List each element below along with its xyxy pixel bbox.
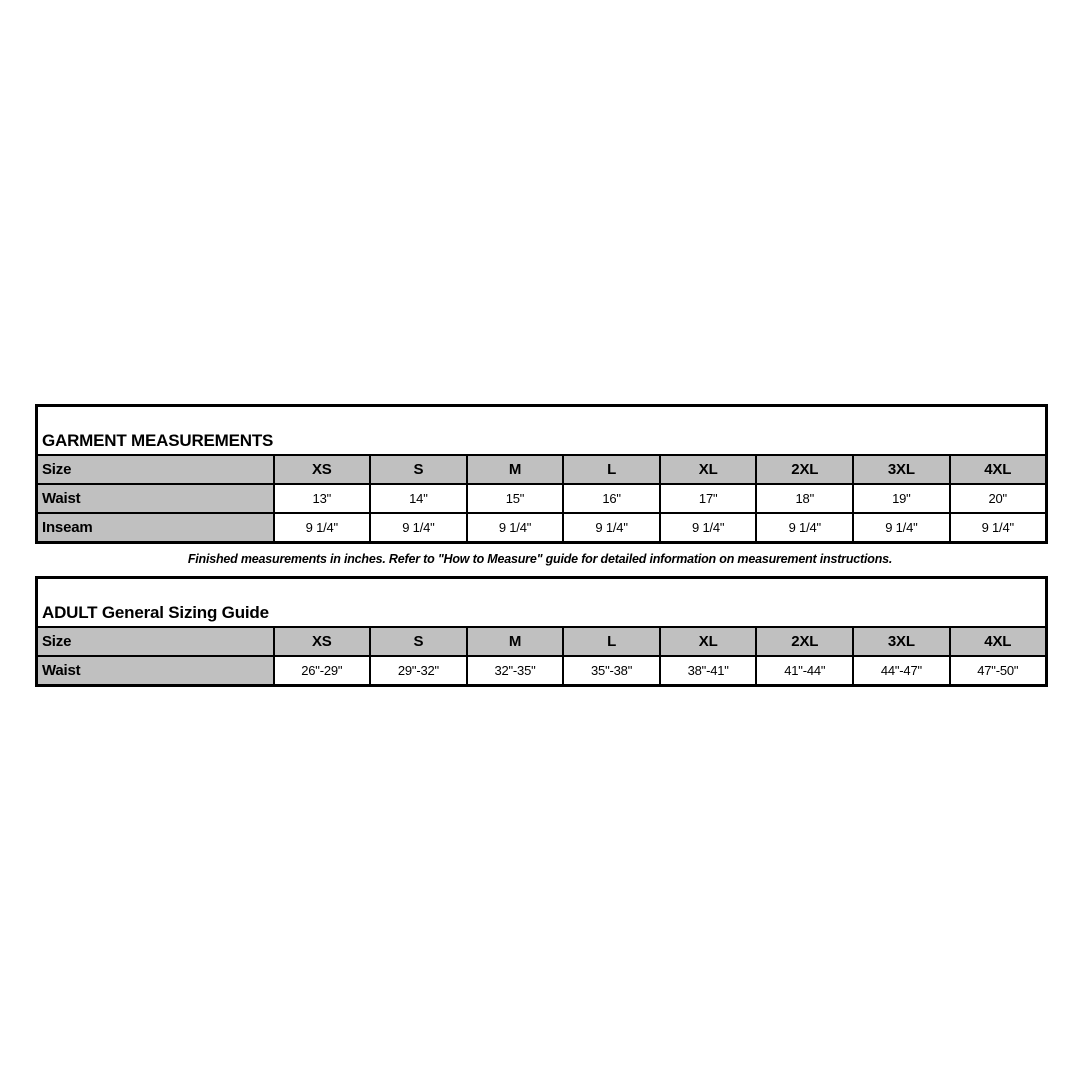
measurement-value-cell: 18" — [756, 484, 853, 513]
measurement-value-cell: 15" — [467, 484, 564, 513]
sizing-size-header-row — [37, 627, 1047, 656]
sizing-guide-content — [35, 404, 1045, 687]
measurement-footnote: Finished measurements in inches. Refer to "How to Measure" guide for detailed information on measurement instructions. — [187, 552, 893, 566]
measurement-value-cell: 16" — [563, 484, 660, 513]
size-column-header: L — [563, 455, 660, 484]
size-column-header: S — [370, 455, 467, 484]
measurement-value-cell: 44"-47" — [853, 656, 950, 686]
row-label: Waist — [37, 656, 274, 686]
measurement-value-cell: 29"-32" — [370, 656, 467, 686]
measurement-value-cell: 9 1/4" — [274, 513, 371, 543]
sizing-table-title-row — [37, 578, 1047, 628]
garment-table-title: GARMENT MEASUREMENTS — [37, 406, 1047, 456]
row-label: Waist — [37, 484, 274, 513]
table-row — [37, 484, 1047, 513]
measurement-value-cell: 9 1/4" — [467, 513, 564, 543]
measurement-value-cell: 9 1/4" — [853, 513, 950, 543]
garment-table-title-row — [37, 406, 1047, 456]
measurement-value-cell: 9 1/4" — [950, 513, 1047, 543]
measurement-value-cell: 32"-35" — [467, 656, 564, 686]
size-column-header: 3XL — [853, 455, 950, 484]
size-column-header: S — [370, 627, 467, 656]
sizing-table-title: ADULT General Sizing Guide — [37, 578, 1047, 628]
size-row-label: Size — [37, 627, 274, 656]
measurement-value-cell: 41"-44" — [756, 656, 853, 686]
measurement-value-cell: 9 1/4" — [756, 513, 853, 543]
measurement-value-cell: 35"-38" — [563, 656, 660, 686]
measurement-value-cell: 17" — [660, 484, 757, 513]
table-row — [37, 513, 1047, 543]
measurement-value-cell: 13" — [274, 484, 371, 513]
row-label: Inseam — [37, 513, 274, 543]
size-column-header: 4XL — [950, 627, 1047, 656]
garment-measurements-table — [35, 404, 1048, 544]
measurement-value-cell: 26"-29" — [274, 656, 371, 686]
size-column-header: XS — [274, 455, 371, 484]
size-column-header: M — [467, 455, 564, 484]
size-column-header: 2XL — [756, 455, 853, 484]
measurement-value-cell: 9 1/4" — [660, 513, 757, 543]
measurement-value-cell: 20" — [950, 484, 1047, 513]
size-column-header: XL — [660, 455, 757, 484]
measurement-value-cell: 9 1/4" — [563, 513, 660, 543]
measurement-value-cell: 14" — [370, 484, 467, 513]
size-column-header: L — [563, 627, 660, 656]
measurement-value-cell: 47"-50" — [950, 656, 1047, 686]
size-column-header: 4XL — [950, 455, 1047, 484]
size-column-header: XL — [660, 627, 757, 656]
size-column-header: XS — [274, 627, 371, 656]
measurement-value-cell: 19" — [853, 484, 950, 513]
size-column-header: M — [467, 627, 564, 656]
size-column-header: 2XL — [756, 627, 853, 656]
garment-size-header-row — [37, 455, 1047, 484]
measurement-value-cell: 9 1/4" — [370, 513, 467, 543]
adult-sizing-guide-table — [35, 576, 1048, 687]
table-row — [37, 656, 1047, 686]
measurement-value-cell: 38"-41" — [660, 656, 757, 686]
size-column-header: 3XL — [853, 627, 950, 656]
size-row-label: Size — [37, 455, 274, 484]
